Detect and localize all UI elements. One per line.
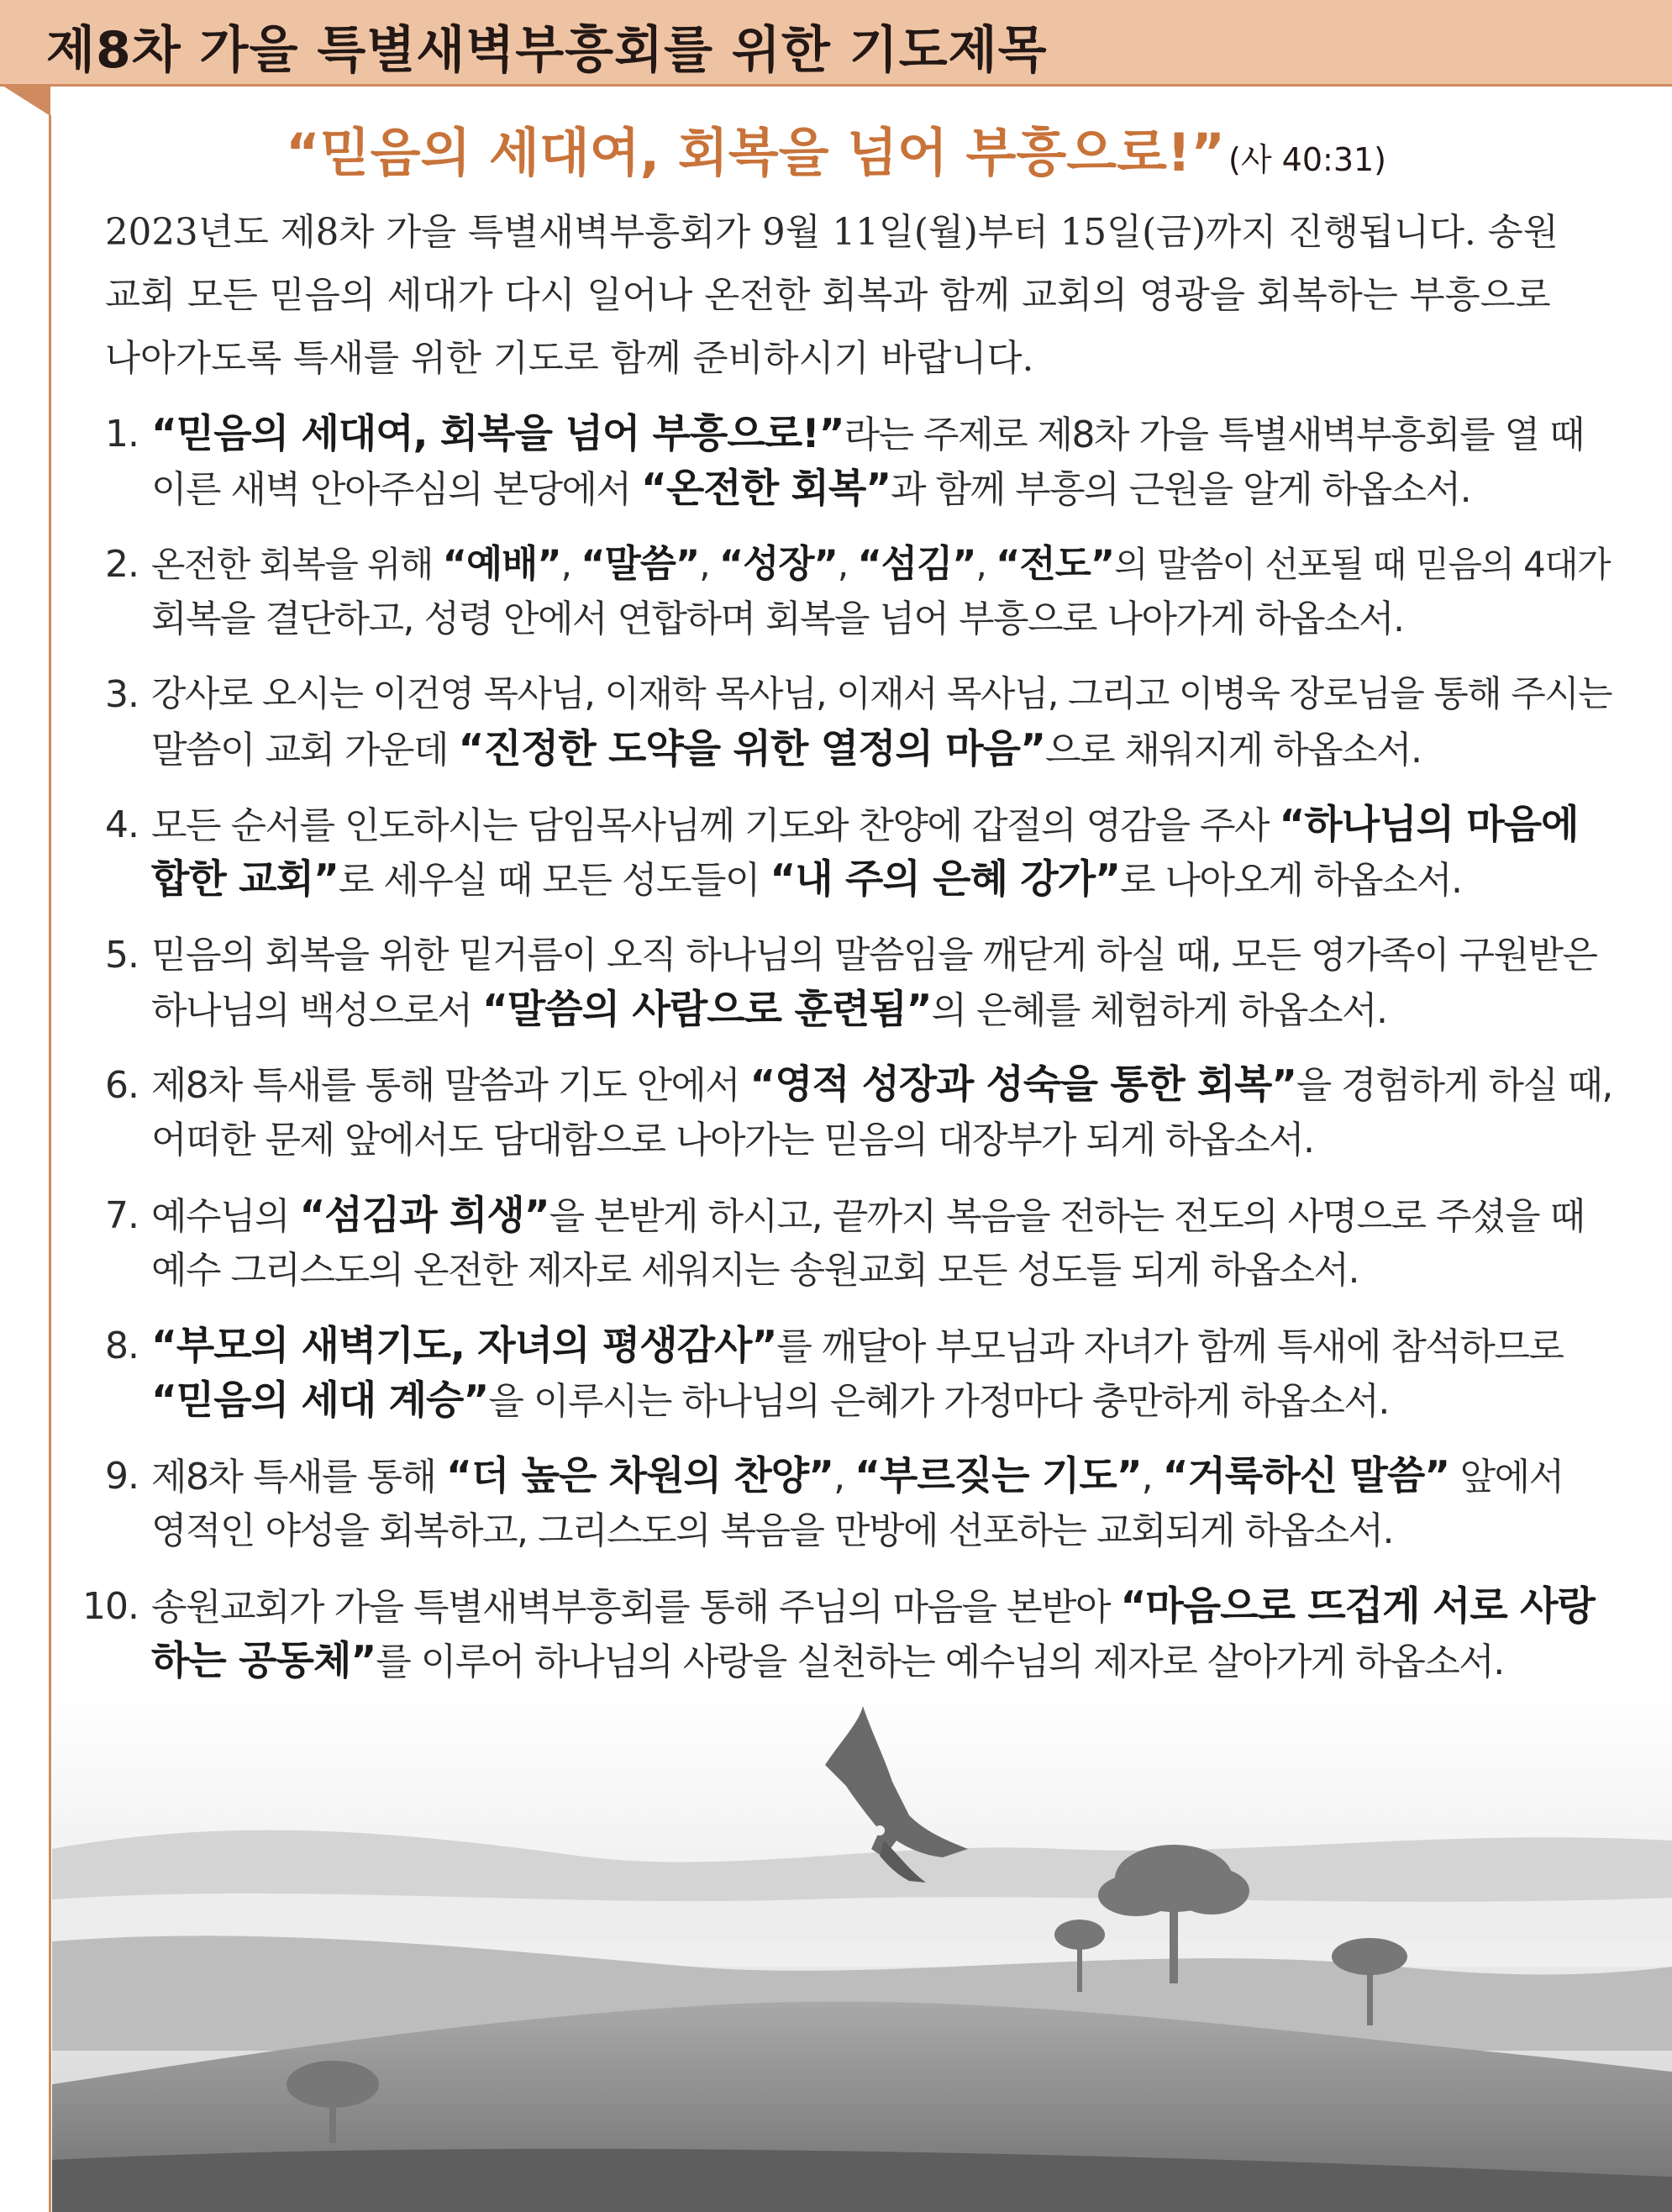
intro-line: 나아가도록 특새를 위한 기도로 함께 준비하시기 바랍니다.	[105, 338, 1034, 380]
emphasis-text: “말씀”	[581, 542, 700, 586]
prayer-line	[151, 1111, 1314, 1169]
header-bar	[0, 0, 1672, 87]
emphasis-text: “마음으로 뜨겁게 서로 사랑	[1120, 1583, 1595, 1630]
body-text: 예수 그리스도의 온전한 제자로 세워지는 송원교회 모든 성도들 되게 하옵소서.	[151, 1249, 1359, 1292]
body-text: 강사로 오시는 이건영 목사님, 이재학 목사님, 이재서 목사님, 그리고 이병욱 장로님을 통해 주시는	[151, 673, 1612, 715]
body-text: 하나님의 백성으로서	[151, 989, 483, 1032]
body-text: 말씀이 교회 가운데	[151, 729, 459, 772]
body-text: ,	[1141, 1456, 1163, 1498]
body-text: ,	[699, 544, 719, 585]
prayer-number: 9.	[105, 1455, 139, 1498]
intro-paragraph	[105, 202, 1630, 391]
prayer-number: 2.	[105, 543, 139, 586]
prayer-line	[151, 1241, 1359, 1299]
prayer-line	[151, 535, 1610, 593]
emphasis-text: “섬김과 희생”	[299, 1193, 549, 1239]
prayer-line	[151, 796, 1579, 855]
body-text: ,	[837, 544, 858, 585]
prayer-line	[151, 590, 1403, 648]
scripture-reference: (사 40:31)	[1228, 141, 1386, 178]
body-text: 의 은혜를 체험하게 하옵소서.	[931, 989, 1387, 1032]
prayer-line	[151, 1632, 1504, 1691]
emphasis-text: “더 높은 차원의 찬양”	[445, 1453, 834, 1499]
prayer-line	[151, 1577, 1595, 1636]
emphasis-text: “성장”	[718, 542, 838, 586]
body-text: 을 이루시는 하나님의 은혜가 가정마다 충만하게 하옵소서.	[488, 1380, 1389, 1423]
emphasis-text: “내 주의 은혜 강가”	[770, 856, 1121, 903]
prayer-line	[151, 460, 1470, 519]
emphasis-text: “영적 성장과 성숙을 통한 회복”	[749, 1062, 1296, 1108]
prayer-line	[151, 720, 1421, 779]
prayer-number: 3.	[105, 673, 139, 716]
body-text: 믿음의 회복을 위한 밑거름이 오직 하나님의 말씀임을 깨닫게 하실 때, 모든 영가족이 구원받은	[151, 934, 1597, 977]
prayer-number: 7.	[105, 1194, 139, 1237]
body-text: 회복을 결단하고, 성령 안에서 연합하며 회복을 넘어 부흥으로 나아가게 하옵소서.	[151, 598, 1404, 640]
body-text: 로 나아오게 하옵소서.	[1120, 859, 1462, 902]
prayer-line	[151, 1502, 1393, 1560]
body-text: 로 세우실 때 모든 성도들이	[338, 859, 770, 902]
body-text: 의 말씀이 선포될 때 믿음의 4대가	[1114, 544, 1611, 585]
emphasis-text: “예배”	[442, 542, 561, 586]
prayer-line	[151, 1317, 1563, 1376]
prayer-line	[151, 1447, 1564, 1506]
body-text: 어떠한 문제 앞에서도 담대함으로 나아가는 믿음의 대장부가 되게 하옵소서.	[151, 1119, 1314, 1161]
body-text: 모든 순서를 인도하시는 담임목사님께 기도와 찬양에 갑절의 영감을 주사	[151, 804, 1280, 847]
emphasis-text: 합한 교회”	[151, 856, 339, 903]
prayer-line	[151, 1056, 1612, 1114]
emphasis-text: “하나님의 마음에	[1279, 802, 1579, 848]
body-text: 예수님의	[151, 1195, 300, 1238]
emphasis-text: “말씀의 사람으로 훈련됨”	[482, 987, 932, 1033]
emphasis-text: “믿음의 세대여, 회복을 넘어 부흥으로!”	[151, 411, 844, 457]
emphasis-text: 하는 공동체”	[151, 1638, 376, 1684]
body-text: 제8차 특새를 통해	[151, 1456, 446, 1498]
prayer-number: 10.	[82, 1585, 139, 1628]
intro-line: 교회 모든 믿음의 세대가 다시 일어나 온전한 회복과 함께 교회의 영광을 회복하는 부흥으로	[105, 275, 1551, 317]
emphasis-text: “거룩하신 말씀”	[1162, 1453, 1450, 1499]
prayer-line	[151, 926, 1596, 984]
prayer-line	[151, 981, 1387, 1040]
emphasis-text: “섬김”	[857, 542, 976, 586]
body-text: ,	[560, 544, 581, 585]
prayer-number: 6.	[105, 1064, 139, 1107]
body-text: 을 경험하게 하실 때,	[1296, 1064, 1612, 1107]
theme-heading	[0, 111, 1672, 186]
body-text: ,	[975, 544, 996, 585]
body-text: 을 본받게 하시고, 끝까지 복음을 전하는 전도의 사명으로 주셨을 때	[549, 1195, 1585, 1238]
prayer-line	[151, 1372, 1389, 1430]
body-text: 으로 채워지게 하옵소서.	[1044, 729, 1422, 772]
eagle-landscape-illustration	[52, 1689, 1672, 2212]
prayer-number: 8.	[105, 1325, 139, 1367]
body-text: 를 이루어 하나님의 사랑을 실천하는 예수님의 제자로 살아가게 하옵소서.	[376, 1641, 1504, 1683]
emphasis-text: “믿음의 세대 계승”	[151, 1377, 489, 1424]
prayer-number: 5.	[105, 934, 139, 977]
emphasis-text: “전도”	[996, 542, 1115, 586]
emphasis-text: “부모의 새벽기도, 자녀의 평생감사”	[151, 1323, 777, 1369]
body-text: 라는 주제로 제8차 가을 특별새벽부흥회를 열 때	[844, 413, 1585, 456]
page-title: 제8차 가을 특별새벽부흥회를 위한 기도제목	[46, 21, 1048, 80]
prayer-line	[151, 851, 1462, 909]
body-text: 이른 새벽 안아주심의 본당에서	[151, 468, 641, 511]
emphasis-text: “온전한 회복”	[641, 466, 891, 512]
prayer-line	[151, 405, 1584, 464]
body-text: 제8차 특새를 통해 말씀과 기도 안에서	[151, 1064, 750, 1107]
body-text: 앞에서	[1449, 1456, 1564, 1498]
emphasis-text: “진정한 도약을 위한 열정의 마음”	[458, 726, 1045, 772]
theme-title: “믿음의 세대여, 회복을 넘어 부흥으로!”	[286, 122, 1226, 183]
intro-line: 2023년도 제8차 가을 특별새벽부흥회가 9월 11일(월)부터 15일(금)까지 진행됩니다. 송원	[105, 212, 1559, 254]
body-text: ,	[833, 1456, 855, 1498]
prayer-number: 4.	[105, 803, 139, 846]
prayer-number: 1.	[105, 413, 139, 456]
prayer-line	[151, 666, 1612, 724]
emphasis-text: “부르짖는 기도”	[854, 1453, 1142, 1499]
body-text: 온전한 회복을 위해	[151, 544, 443, 585]
body-text: 송원교회가 가을 특별새벽부흥회를 통해 주님의 마음을 본받아	[151, 1586, 1121, 1629]
body-text: 과 함께 부흥의 근원을 알게 하옵소서.	[891, 468, 1471, 511]
body-text: 영적인 야성을 회복하고, 그리스도의 복음을 만방에 선포하는 교회되게 하옵소서.	[151, 1509, 1393, 1552]
body-text: 를 깨달아 부모님과 자녀가 함께 특새에 참석하므로	[776, 1325, 1564, 1368]
prayer-line	[151, 1187, 1585, 1246]
